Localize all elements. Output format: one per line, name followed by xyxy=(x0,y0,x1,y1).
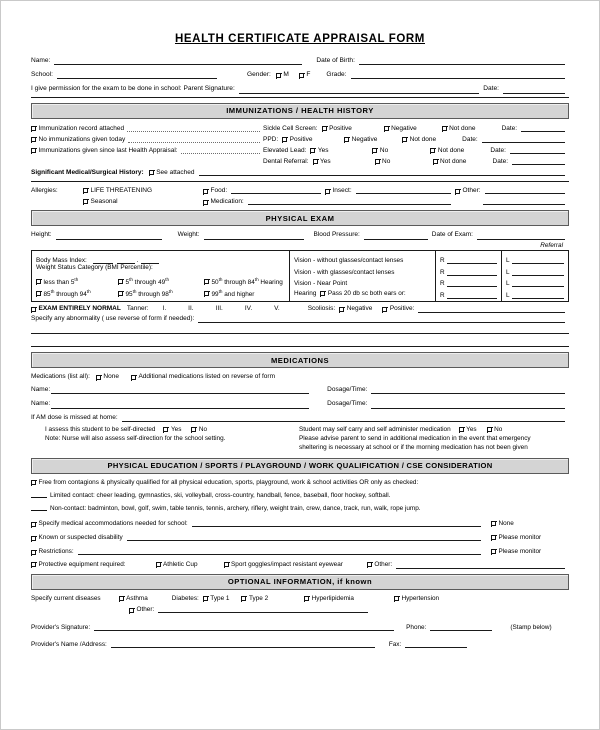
diseases-row xyxy=(31,595,569,602)
hypertension-checkbox[interactable] xyxy=(394,596,399,601)
tanner-stage-3[interactable]: III. xyxy=(215,304,223,312)
immunizations-since-checkbox[interactable] xyxy=(31,148,36,153)
allergy-medication-input[interactable] xyxy=(248,197,451,205)
bmi-5-49-checkbox[interactable] xyxy=(118,279,123,284)
physical-education-block xyxy=(31,479,569,569)
allergy-food-checkbox[interactable] xyxy=(203,189,208,194)
dental-referral-notdone-checkbox[interactable] xyxy=(433,159,438,164)
allergy-other-input-2[interactable] xyxy=(483,197,565,205)
restrictions-monitor-checkbox[interactable] xyxy=(491,549,496,554)
grade-input[interactable] xyxy=(351,71,565,79)
disability-checkbox[interactable] xyxy=(31,536,36,541)
immunization-record-checkbox[interactable] xyxy=(31,126,36,131)
allergy-insect-label: Insect: xyxy=(332,187,352,195)
medication-dosage-input-1[interactable] xyxy=(371,386,565,394)
restrictions-monitor-label: Please monitor xyxy=(498,547,542,555)
stamp-label: (Stamp below) xyxy=(510,623,552,631)
immunizations-since-label: Immunizations given since last Health Appraisal: xyxy=(38,147,178,155)
gender-male-label: M xyxy=(283,71,289,79)
protective-equipment-checkbox[interactable] xyxy=(31,562,36,567)
weight-label: Weight: xyxy=(177,231,200,239)
scoliosis-negative-label: Negative xyxy=(346,304,373,312)
limited-contact-label: Limited contact: cheer leading, gymnastics, ski, volleyball, cross-country, handball, fence, baseball, floor hockey, softball. xyxy=(50,491,391,499)
immunization-row xyxy=(31,146,569,154)
vision-with-l-input[interactable] xyxy=(512,269,564,276)
exam-entirely-normal-checkbox[interactable] xyxy=(31,307,36,312)
vision-row-labels xyxy=(290,251,436,301)
bmi-85-94-checkbox[interactable] xyxy=(36,291,41,296)
self-carry-yes-checkbox[interactable] xyxy=(459,427,464,432)
dental-referral-no-label: No xyxy=(382,158,391,166)
section-header-physical-exam: PHYSICAL EXAM xyxy=(31,210,569,226)
vision-near-r-input[interactable] xyxy=(447,280,497,287)
sickle-cell-positive-checkbox[interactable] xyxy=(322,126,327,131)
exam-date-input[interactable] xyxy=(477,232,565,240)
bmi-5-49-label: 5th through 49th xyxy=(125,277,170,287)
ppd-positive-checkbox[interactable] xyxy=(282,137,287,142)
immunizations-grid xyxy=(31,124,569,177)
free-from-contagions-row xyxy=(31,479,569,486)
sickle-cell-notdone-label: Not done xyxy=(449,124,476,132)
vision-without-l-input[interactable] xyxy=(512,257,564,264)
allergies-row-1 xyxy=(31,186,569,194)
sickle-cell-notdone-checkbox[interactable] xyxy=(442,126,447,131)
bmi-50-84-label: 50th through 84th Hearing xyxy=(211,277,283,287)
name-row xyxy=(31,57,569,65)
dob-input[interactable] xyxy=(359,57,565,65)
col-l-label: L xyxy=(506,268,510,276)
hearing-r-input[interactable] xyxy=(447,292,497,299)
col-r-label: R xyxy=(440,268,445,276)
medications-additional-checkbox[interactable] xyxy=(131,375,136,380)
allergies-block xyxy=(31,186,569,205)
protective-equipment-row xyxy=(31,561,569,569)
self-carry-no-label: No xyxy=(494,425,503,433)
tanner-stage-4[interactable]: IV. xyxy=(244,304,253,312)
vision-near-point-label: Vision - Near Point xyxy=(294,280,348,288)
phone-input[interactable] xyxy=(430,623,492,631)
bmi-95-98-checkbox[interactable] xyxy=(118,291,123,296)
provider-signature-label: Provider's Signature: xyxy=(31,623,91,631)
bmi-50-84-checkbox[interactable] xyxy=(204,279,209,284)
accommodations-label: Specify medical accommodations needed for school: xyxy=(38,519,188,527)
dental-referral-notdone-label: Not done xyxy=(440,158,467,166)
ppd-date-label: Date: xyxy=(462,135,478,143)
allergy-seasonal-label: Seasonal xyxy=(90,198,118,206)
elevated-lead-date-input[interactable] xyxy=(510,146,565,154)
self-directed-yes-label: Yes xyxy=(170,425,182,433)
medication-row-2 xyxy=(31,400,569,408)
col-l-label: L xyxy=(506,257,510,265)
hyperlipidemia-checkbox[interactable] xyxy=(304,596,309,601)
allergy-seasonal-checkbox[interactable] xyxy=(83,199,88,204)
diabetes-label: Diabetes: xyxy=(171,594,199,602)
non-contact-row xyxy=(31,505,569,512)
section-header-physical-education: PHYSICAL EDUCATION / SPORTS / PLAYGROUND / WORK QUALIFICATION / CSE CONSIDERATION xyxy=(31,458,569,474)
permission-date-input[interactable] xyxy=(503,86,565,94)
col-l-label: L xyxy=(506,291,510,299)
disability-input[interactable] xyxy=(127,533,481,541)
specify-diseases-label: Specify current diseases xyxy=(31,594,101,602)
school-row xyxy=(31,71,569,79)
advise-parent-line-1: Please advise parent to send in additional medication in the event that emergency xyxy=(299,434,531,442)
self-directed-yes-checkbox[interactable] xyxy=(163,427,168,432)
bmi-lt5-label: less than 5th xyxy=(43,277,79,287)
allergy-insect-input[interactable] xyxy=(356,186,451,194)
fax-label: Fax: xyxy=(388,640,402,648)
sickle-cell-label: Sickle Cell Screen: xyxy=(263,124,318,132)
blood-pressure-input[interactable] xyxy=(364,232,428,240)
disability-monitor-label: Please monitor xyxy=(498,533,542,541)
provider-signature-input[interactable] xyxy=(94,623,394,631)
elevated-lead-notdone-checkbox[interactable] xyxy=(430,148,435,153)
medications-list-row xyxy=(31,373,569,381)
dental-referral-no-checkbox[interactable] xyxy=(375,159,380,164)
allergy-life-threatening-checkbox[interactable] xyxy=(83,188,88,193)
self-directed-no-label: No xyxy=(198,425,208,433)
medications-none-label: None xyxy=(103,373,119,381)
col-r-label: R xyxy=(440,280,445,288)
missed-dose-label: If AM dose is missed at home: xyxy=(31,413,118,421)
non-contact-label: Non-contact: badminton, bowl, golf, swim, table tennis, tennis, archery, riflery, weight train, crew, dance, track, run, walk, rope jump. xyxy=(50,504,421,512)
dental-referral-label: Dental Referral: xyxy=(263,158,309,166)
disease-other-checkbox[interactable] xyxy=(129,608,134,613)
allergy-food-input[interactable] xyxy=(231,186,321,194)
bmi-input-2[interactable] xyxy=(117,257,135,264)
permission-label: I give permission for the exam to be done in school: Parent Signature: xyxy=(31,85,235,93)
exam-entirely-normal-label: EXAM ENTIRELY NORMAL xyxy=(38,304,121,312)
accommodations-none-label: None xyxy=(498,519,514,527)
missed-dose-input[interactable] xyxy=(122,414,565,422)
immunization-record-label: Immunization record attached xyxy=(38,124,125,132)
medication-dosage-label: Dosage/Time: xyxy=(327,386,368,394)
height-input[interactable] xyxy=(56,232,162,240)
medication-name-label: Name: xyxy=(31,386,51,394)
limited-contact-row xyxy=(31,492,569,499)
scoliosis-positive-input[interactable] xyxy=(418,305,565,313)
medical-history-label: Significant Medical/Surgical History: xyxy=(31,169,144,177)
allergy-insect-checkbox[interactable] xyxy=(325,189,330,194)
protective-other-checkbox[interactable] xyxy=(367,562,372,567)
allergy-medication-label: Medication: xyxy=(210,198,244,206)
accommodations-none-checkbox[interactable] xyxy=(491,521,496,526)
exam-date-label: Date of Exam: xyxy=(431,231,473,239)
referral-label: Referral xyxy=(540,241,563,249)
allergy-other-checkbox[interactable] xyxy=(455,189,460,194)
ppd-notdone-label: Not done xyxy=(409,135,437,143)
tanner-stage-5[interactable]: V. xyxy=(274,304,280,312)
vitals-row xyxy=(31,231,569,239)
vision-with-glasses-label: Vision - with glasses/contact lenses xyxy=(294,268,395,276)
section-header-medications: MEDICATIONS xyxy=(31,352,569,368)
left-eye-column xyxy=(502,251,568,301)
divider-immunizations xyxy=(31,181,569,182)
medication-name-input-2[interactable] xyxy=(51,401,309,409)
sickle-cell-date-input[interactable] xyxy=(521,124,565,132)
ppd-notdone-checkbox[interactable] xyxy=(402,137,407,142)
tanner-stage-1[interactable]: I. xyxy=(162,304,167,312)
right-eye-column xyxy=(436,251,502,301)
school-label: School: xyxy=(31,71,53,79)
bmi-input-3[interactable] xyxy=(141,257,159,264)
page-title: HEALTH CERTIFICATE APPRAISAL FORM xyxy=(174,33,425,45)
dental-referral-yes-checkbox[interactable] xyxy=(313,159,318,164)
non-contact-blank[interactable] xyxy=(31,505,47,511)
divider-identity xyxy=(31,97,569,98)
protective-equipment-label: Protective equipment required: xyxy=(38,561,126,569)
athletic-cup-checkbox[interactable] xyxy=(156,562,161,567)
exam-normal-row xyxy=(31,305,569,313)
sickle-cell-negative-checkbox[interactable] xyxy=(384,126,389,131)
hyperlipidemia-label: Hyperlipidemia xyxy=(311,594,354,602)
weight-input[interactable] xyxy=(204,232,304,240)
accommodations-row xyxy=(31,519,569,527)
accommodations-input[interactable] xyxy=(192,519,481,527)
medication-dosage-label: Dosage/Time: xyxy=(327,400,368,408)
self-administration-block xyxy=(31,426,569,453)
height-label: Height: xyxy=(31,231,52,239)
sport-goggles-checkbox[interactable] xyxy=(224,562,229,567)
leader-dots xyxy=(127,125,260,132)
abnormality-input-1[interactable] xyxy=(198,315,565,323)
immunization-row xyxy=(31,135,569,143)
free-from-contagions-checkbox[interactable] xyxy=(31,480,36,485)
asthma-checkbox[interactable] xyxy=(119,596,124,601)
vision-without-r-input[interactable] xyxy=(447,257,497,264)
abnormality-line-3[interactable] xyxy=(31,346,569,347)
nurse-note: Note: Nurse will also assess self-direction for the school setting. xyxy=(45,434,226,442)
gender-female-label: F xyxy=(306,71,311,79)
name-label: Name: xyxy=(31,57,51,64)
bmi-input-1[interactable] xyxy=(93,257,113,264)
gender-female-checkbox[interactable] xyxy=(299,73,304,78)
see-attached-label: See attached xyxy=(156,169,195,177)
missed-dose-row xyxy=(31,414,569,422)
ppd-positive-label: Positive xyxy=(289,135,313,143)
provider-name-address-label: Provider's Name /Address: xyxy=(31,640,107,648)
ppd-date-input[interactable] xyxy=(482,135,565,143)
free-from-contagions-label: Free from contagions & physically qualified for all physical education, sports, playground, work & school activities OR only as checked: xyxy=(38,478,419,486)
grade-label: Grade: xyxy=(326,71,347,79)
medications-list-label: Medications (list all): xyxy=(31,373,90,381)
name-input[interactable] xyxy=(54,57,302,65)
disease-other-input[interactable] xyxy=(158,605,368,613)
elevated-lead-yes-checkbox[interactable] xyxy=(310,148,315,153)
restrictions-input[interactable] xyxy=(78,547,481,555)
permission-date-label: Date: xyxy=(483,85,499,93)
tanner-stage-2[interactable]: II. xyxy=(188,304,194,312)
self-carry-yes-label: Yes xyxy=(466,425,477,433)
allergy-food-label: Food: xyxy=(210,187,228,195)
sport-goggles-label: Sport goggles/impact resistant eyewear xyxy=(231,561,343,569)
provider-name-address-input[interactable] xyxy=(111,640,375,648)
no-immunizations-checkbox[interactable] xyxy=(31,137,36,142)
asthma-label: Asthma xyxy=(126,594,148,602)
col-r-label: R xyxy=(440,257,445,265)
self-directed-label: I assess this student to be self-directed xyxy=(45,425,156,433)
elevated-lead-yes-label: Yes xyxy=(317,147,329,155)
section-header-optional-information: OPTIONAL INFORMATION, if known xyxy=(31,574,569,590)
allergies-label: Allergies: xyxy=(31,187,58,195)
vision-without-glasses-label: Vision - without glasses/contact lenses xyxy=(294,257,404,265)
self-carry-label: Student may self carry and self administer medication xyxy=(299,425,451,433)
allergy-other-label: Other: xyxy=(462,187,481,195)
dob-label: Date of Birth: xyxy=(316,57,355,64)
exam-measurements-table xyxy=(31,250,569,302)
see-attached-checkbox[interactable] xyxy=(149,170,154,175)
self-directed-no-checkbox[interactable] xyxy=(191,427,196,432)
athletic-cup-label: Athletic Cup xyxy=(163,561,198,569)
dental-referral-date-input[interactable] xyxy=(512,157,565,165)
sickle-cell-positive-label: Positive xyxy=(329,124,352,132)
immunization-row xyxy=(31,157,569,165)
abnormality-row xyxy=(31,315,569,323)
restrictions-checkbox[interactable] xyxy=(31,550,36,555)
dental-referral-date-label: Date: xyxy=(492,158,509,166)
medical-history-input[interactable] xyxy=(199,168,565,176)
abnormality-line-2[interactable] xyxy=(31,333,569,334)
bmi-99-plus-checkbox[interactable] xyxy=(204,291,209,296)
scoliosis-negative-checkbox[interactable] xyxy=(339,307,344,312)
limited-contact-blank[interactable] xyxy=(31,492,47,498)
col-l-label: L xyxy=(506,280,510,288)
restrictions-row xyxy=(31,547,569,555)
bmi-cell: Body Mass Index: . Weight Status Category (BMI Percentile): less than 5th 5th through 49th 50th through 84th Hearing 85th through 94th 95th through 98th 99th and higher xyxy=(32,251,290,301)
allergy-medication-checkbox[interactable] xyxy=(203,200,208,205)
hearing-row-label: Hearing xyxy=(294,289,317,297)
disability-label: Known or suspected disability xyxy=(38,533,123,541)
advise-parent-line-2: sheltering is necessary at school or if the morning medication has not been given xyxy=(299,443,528,451)
provider-signature-row xyxy=(31,623,569,631)
bmi-label: Body Mass Index: xyxy=(36,257,87,265)
parent-signature-input[interactable] xyxy=(239,86,479,94)
scoliosis-positive-label: Positive: xyxy=(389,304,415,312)
provider-address-row xyxy=(31,640,569,648)
permission-row xyxy=(31,85,569,93)
vision-hearing-cell xyxy=(290,251,568,301)
diabetes-type2-checkbox[interactable] xyxy=(241,596,246,601)
sickle-cell-date-label: Date: xyxy=(501,124,518,132)
allergies-row-2 xyxy=(31,197,569,205)
medication-name-label: Name: xyxy=(31,400,51,408)
bmi-95-98-label: 95th through 98th xyxy=(125,288,173,298)
bmi-lt5-checkbox[interactable] xyxy=(36,279,41,284)
dental-referral-yes-label: Yes xyxy=(320,158,331,166)
hypertension-label: Hypertension xyxy=(401,594,440,602)
weight-status-label: Weight Status Category (BMI Percentile): xyxy=(36,264,153,272)
hearing-pass-label: Pass 20 db sc both ears or: xyxy=(327,289,406,297)
gender-male-checkbox[interactable] xyxy=(276,73,281,78)
protective-other-label: Other: xyxy=(374,561,393,569)
diabetes-type2-label: Type 2 xyxy=(248,594,269,602)
disability-row xyxy=(31,533,569,541)
gender-label: Gender: xyxy=(247,71,271,79)
accommodations-checkbox[interactable] xyxy=(31,522,36,527)
col-r-label: R xyxy=(440,291,445,299)
elevated-lead-notdone-label: Not done xyxy=(437,147,465,155)
medication-dosage-input-2[interactable] xyxy=(371,401,565,409)
medications-none-checkbox[interactable] xyxy=(96,375,101,380)
vision-near-l-input[interactable] xyxy=(512,280,564,287)
hearing-pass-checkbox[interactable] xyxy=(320,291,325,296)
restrictions-label: Restrictions: xyxy=(38,547,74,555)
abnormality-label: Specify any abnormality ( use reverse of form if needed): xyxy=(31,315,195,323)
protective-other-input[interactable] xyxy=(396,561,565,569)
ppd-negative-checkbox[interactable] xyxy=(344,137,349,142)
disease-other-label: Other: xyxy=(136,605,155,613)
tanner-label: Tanner: xyxy=(126,304,149,312)
medication-name-input-1[interactable] xyxy=(51,386,309,394)
elevated-lead-label: Elevated Lead: xyxy=(263,147,307,155)
elevated-lead-no-checkbox[interactable] xyxy=(372,148,377,153)
diseases-other-row xyxy=(31,605,569,613)
section-header-immunizations: IMMUNIZATIONS / HEALTH HISTORY xyxy=(31,103,569,119)
no-immunizations-label: No immunizations given today xyxy=(38,135,126,143)
school-input[interactable] xyxy=(57,71,217,79)
scoliosis-positive-checkbox[interactable] xyxy=(382,307,387,312)
fax-input[interactable] xyxy=(405,640,467,648)
leader-dots xyxy=(128,136,260,143)
medications-additional-label: Additional medications listed on reverse of form xyxy=(138,373,276,381)
ppd-negative-label: Negative xyxy=(351,135,378,143)
medication-row-1 xyxy=(31,386,569,394)
ppd-label: PPD: xyxy=(263,135,279,143)
immunization-row xyxy=(31,124,569,132)
elevated-lead-date-label: Date: xyxy=(490,147,506,155)
hearing-l-input[interactable] xyxy=(512,292,564,299)
sickle-cell-negative-label: Negative xyxy=(391,124,417,132)
blood-pressure-label: Blood Pressure: xyxy=(313,231,360,239)
bmi-99-plus-label: 99th and higher xyxy=(211,288,255,298)
allergy-other-input[interactable] xyxy=(485,186,565,194)
allergy-life-threatening-label: LIFE THREATENING xyxy=(90,187,153,195)
diabetes-type1-label: Type 1 xyxy=(210,594,230,602)
diabetes-type1-checkbox[interactable] xyxy=(203,596,208,601)
scoliosis-label: Scoliosis: xyxy=(307,304,336,312)
leader-dots xyxy=(181,147,260,154)
bmi-85-94-label: 85th through 94th xyxy=(43,288,91,298)
self-carry-no-checkbox[interactable] xyxy=(487,427,492,432)
disability-monitor-checkbox[interactable] xyxy=(491,535,496,540)
elevated-lead-no-label: No xyxy=(379,147,389,155)
phone-label: Phone: xyxy=(406,623,427,631)
vision-with-r-input[interactable] xyxy=(447,269,497,276)
medical-history-row xyxy=(31,168,569,176)
